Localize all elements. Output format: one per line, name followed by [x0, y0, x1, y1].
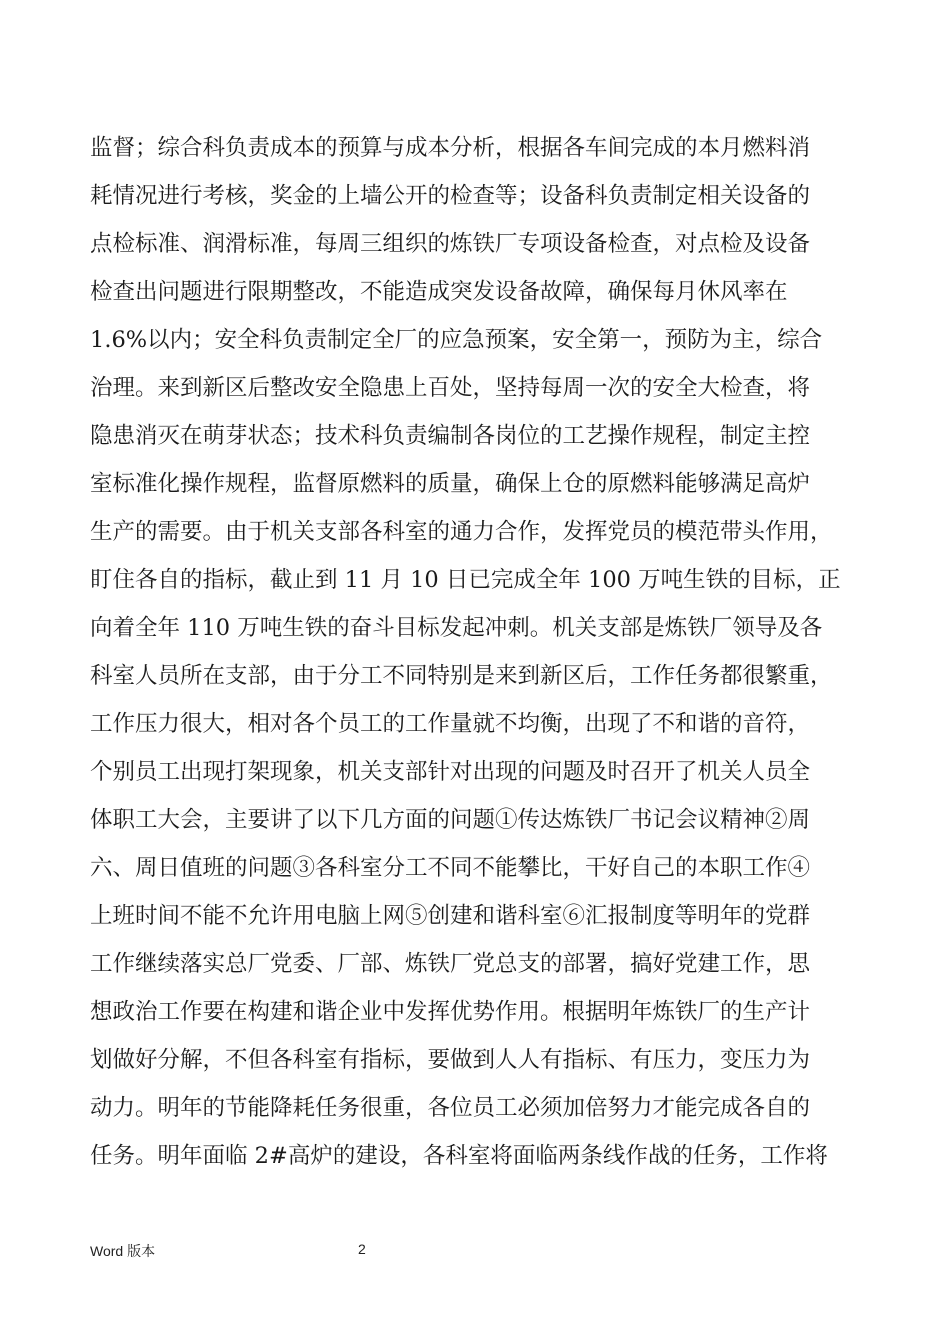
text-line-16: 六、周日值班的问题③各科室分工不同不能攀比，干好自己的本职工作④: [90, 855, 811, 881]
text-line-15: 体职工大会，主要讲了以下几方面的问题①传达炼铁厂书记会议精神②周: [90, 807, 811, 833]
text-line-6: 治理。来到新区后整改安全隐患上百处，坚持每周一次的安全大检查，将: [90, 375, 811, 401]
text-line-8: 室标准化操作规程，监督原燃料的质量，确保上仓的原燃料能够满足高炉: [90, 471, 811, 497]
text-line-3: 点检标准、润滑标准，每周三组织的炼铁厂专项设备检查，对点检及设备: [90, 231, 811, 257]
text-line-21: 动力。明年的节能降耗任务很重，各位员工必须加倍努力才能完成各自的: [90, 1095, 811, 1121]
text-line-12: 科室人员所在支部，由于分工不同特别是来到新区后，工作任务都很繁重，: [90, 663, 833, 689]
text-line-22: 任务。明年面临 2#高炉的建设，各科室将面临两条线作战的任务，工作将: [90, 1143, 828, 1169]
text-line-17: 上班时间不能不允许用电脑上网⑤创建和谐科室⑥汇报制度等明年的党群: [90, 903, 811, 929]
text-line-18: 工作继续落实总厂党委、厂部、炼铁厂党总支的部署，搞好党建工作，思: [90, 951, 811, 977]
footer-page-number: 2: [358, 1241, 366, 1257]
document-body: [90, 124, 880, 1180]
text-line-13: 工作压力很大，相对各个员工的工作量就不均衡，出现了不和谐的音符，: [90, 711, 811, 737]
text-line-9: 生产的需要。由于机关支部各科室的通力合作，发挥党员的模范带头作用，: [90, 519, 833, 545]
text-line-5: 1.6%以内；安全科负责制定全厂的应急预案，安全第一，预防为主，综合: [90, 327, 823, 353]
text-line-1: 监督；综合科负责成本的预算与成本分析，根据各车间完成的本月燃料消: [90, 135, 811, 161]
text-line-20: 划做好分解，不但各科室有指标，要做到人人有指标、有压力，变压力为: [90, 1047, 811, 1073]
text-line-4: 检查出问题进行限期整改，不能造成突发设备故障，确保每月休风率在: [90, 279, 788, 305]
text-line-11: 向着全年 110 万吨生铁的奋斗目标发起冲刺。机关支部是炼铁厂领导及各: [90, 615, 823, 641]
text-line-7: 隐患消灭在萌芽状态；技术科负责编制各岗位的工艺操作规程，制定主控: [90, 423, 811, 449]
text-line-10: 盯住各自的指标，截止到 11 月 10 日已完成全年 100 万吨生铁的目标，正: [90, 567, 841, 593]
text-line-2: 耗情况进行考核，奖金的上墙公开的检查等；设备科负责制定相关设备的: [90, 183, 811, 209]
text-line-14: 个别员工出现打架现象，机关支部针对出现的问题及时召开了机关人员全: [90, 759, 811, 785]
footer-label: Word 版本: [90, 1243, 156, 1259]
text-line-19: 想政治工作要在构建和谐企业中发挥优势作用。根据明年炼铁厂的生产计: [90, 999, 811, 1025]
